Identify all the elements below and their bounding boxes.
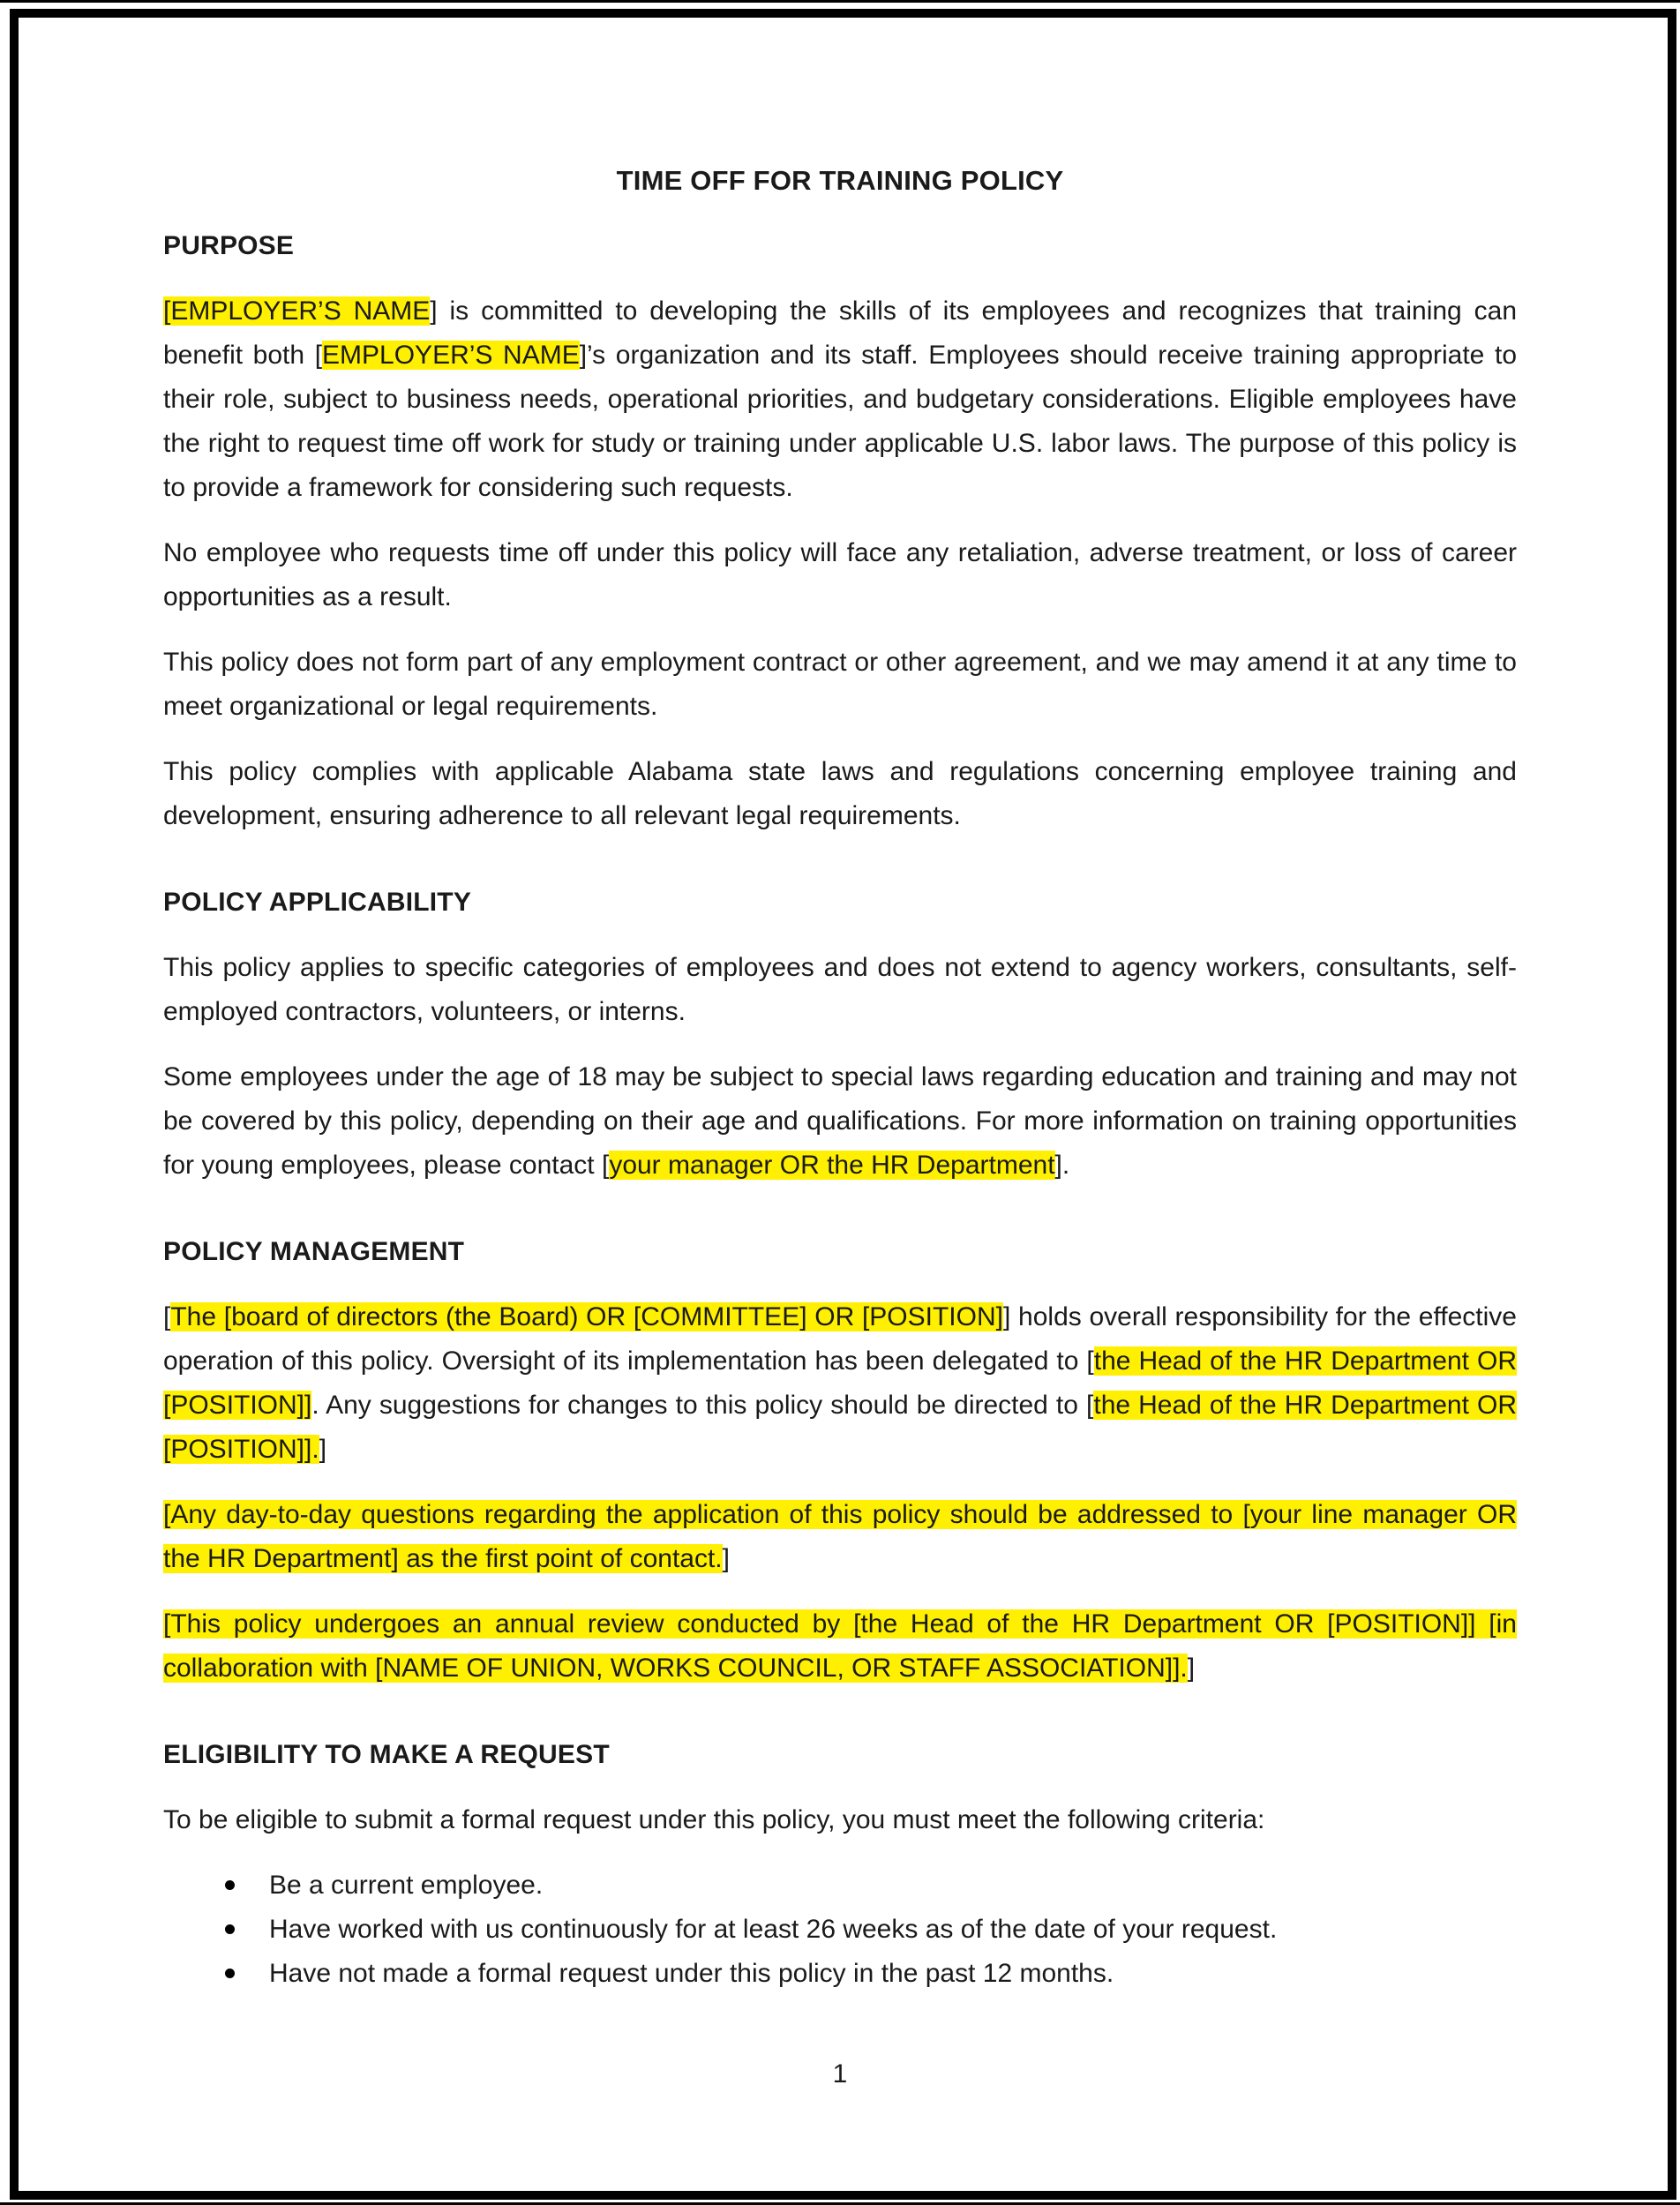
bullet-text: Be a current employee. [269,1871,544,1900]
paragraph [163,531,1517,619]
bullet-icon [225,1969,235,1978]
text-run: This policy complies with applicable Alabama state laws and regulations concerning employee training and development, ensuring adherence to all relevant legal requirements. [163,757,1517,830]
highlight-run: the Head of the HR Department OR [POSITION]] [163,1346,1517,1420]
section-heading: POLICY APPLICABILITY [163,888,472,917]
doc-body [163,224,1517,1996]
bullet-text: Have worked with us continuously for at least 26 weeks as of the date of your request. [269,1915,1278,1944]
text-run: ] [319,1435,327,1464]
paragraph [163,750,1517,838]
text-run: This policy does not form part of any employment contract or other agreement, and we may amend it at any time to meet organizational or legal requirements. [163,648,1517,721]
bullet-icon [225,1924,235,1934]
text-run: ] is committed to developing the skills of its employees and recognizes that training can benefit both [ [163,296,1518,370]
paragraph [163,1295,1517,1472]
policy-section [163,881,1517,1188]
text-run: [ [163,1302,171,1331]
highlight-run: [This policy undergoes an annual review conducted by [the Head of the HR Department OR [POSITION]] [in collaboration with [NAME OF UNION, WORKS COUNCIL, OR STAFF ASSOCIATION]]. [163,1609,1517,1683]
section-heading: ELIGIBILITY TO MAKE A REQUEST [163,1740,610,1769]
highlight-run: EMPLOYER’S NAME [322,341,580,370]
document-title: TIME OFF FOR TRAINING POLICY [616,165,1064,196]
highlight-run: your manager OR the HR Department [609,1151,1055,1180]
policy-section [163,1733,1517,1996]
text-run: ] holds overall responsibility for the effective operation of this policy. Oversight of its implementation has been delegated to [ [163,1302,1517,1376]
policy-section [163,1230,1517,1691]
paragraph [163,1798,1517,1842]
text-run: ]’s organization and its staff. Employees should receive training appropriate to their role, subject to business needs, operational priorities, and budgetary considerations. Eligible employees have the right to request time off work for study or training under applicable U.S. labor laws. The purpose of this policy is to provide a framework for considering such requests. [163,341,1517,502]
bullet-item [163,1864,1517,1908]
text-run: No employee who requests time off under this policy will face any retaliation, adverse treatment, or loss of career opportunities as a result. [163,538,1517,611]
highlight-run: [EMPLOYER’S NAME [163,296,431,326]
page-number: 1 [832,2059,848,2089]
text-run: This policy applies to specific categories of employees and does not extend to agency workers, consultants, self-employed contractors, volunteers, or interns. [163,953,1517,1026]
bullet-item [163,1908,1517,1952]
text-run: ] [722,1544,730,1573]
section-heading: PURPOSE [163,231,295,260]
bullet-icon [225,1880,235,1890]
paragraph [163,1602,1517,1691]
bullet-text: Have not made a formal request under this policy in the past 12 months. [269,1959,1114,1988]
highlight-run: [Any day-to-day questions regarding the application of this policy should be addressed to [your line manager OR the HR Department] as the first point of contact. [163,1500,1517,1573]
text-run: Some employees under the age of 18 may be subject to special laws regarding education and training and may not be covered by this policy, depending on their age and qualifications. For more information on training opportunities for young employees, please contact [ [163,1062,1517,1180]
highlight-run: the Head of the HR Department OR [POSITION]]. [163,1391,1517,1464]
page-edge-top [0,0,1680,3]
highlight-run: The [board of directors (the Board) OR [COMMITTEE] OR [POSITION] [170,1302,1003,1331]
paragraph [163,1493,1517,1581]
text-run: . Any suggestions for changes to this policy should be directed to [ [311,1391,1094,1420]
paragraph [163,289,1517,510]
bullet-item [163,1952,1517,1996]
paragraph [163,1055,1517,1188]
text-run: ] [1187,1654,1196,1683]
paragraph [163,946,1517,1034]
paragraph [163,641,1517,729]
text-run: To be eligible to submit a formal request under this policy, you must meet the following criteria: [163,1805,1265,1834]
section-heading: POLICY MANAGEMENT [163,1237,465,1266]
policy-section [163,224,1517,838]
doc-content [163,159,1517,1996]
text-run: ]. [1054,1151,1070,1180]
